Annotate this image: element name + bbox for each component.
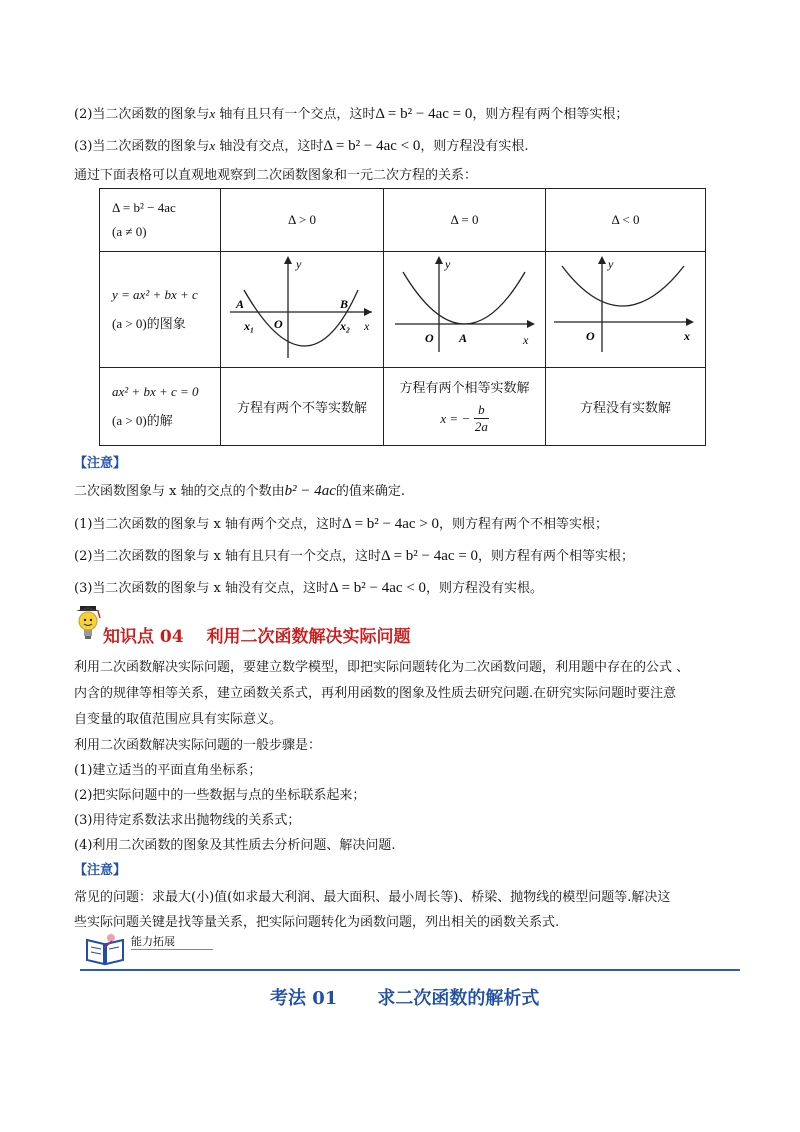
table-cell: Δ = 0 (384, 189, 546, 252)
graph-no-roots (546, 252, 706, 367)
text: 二次函数图象与 x 轴的交点的个数由 (74, 484, 285, 499)
table-header-cell (100, 367, 221, 445)
text: 的值来确定. (335, 484, 406, 499)
paragraph-line: 利用二次函数解决实际问题的一般步骤是： (74, 738, 322, 753)
table-row (100, 252, 706, 367)
formula: Δ = b² − 4ac = 0 (381, 548, 479, 564)
intro-lead: 通过下面表格可以直观地观察到二次函数图象和一元二次方程的关系： (74, 168, 478, 183)
graph-two-roots (221, 252, 384, 367)
step-item: (3)用待定系数法求出抛物线的关系式； (74, 813, 301, 828)
denominator: 2a (474, 419, 488, 435)
table-cell (384, 367, 546, 445)
y-label: y (444, 257, 450, 272)
method-title: 求二次函数的解析式 (377, 988, 540, 1009)
x-var: x (209, 138, 216, 153)
text: (3)当二次函数的图象与 (74, 139, 210, 154)
divider (131, 949, 213, 950)
graph-one-root (384, 252, 546, 367)
method-number: 考法 01 (270, 988, 338, 1009)
note-lead (74, 480, 405, 500)
text: ，则方程有两个相等实根； (478, 549, 635, 564)
root-formula (384, 402, 545, 435)
text: ，则方程没有实根。 (426, 581, 544, 596)
table-cell: 方程没有实数解 (546, 367, 706, 445)
step-item: (4)利用二次函数的图象及其性质去分析问题、解决问题. (74, 838, 396, 853)
intro-line-3 (74, 135, 529, 155)
parabola-graph (385, 252, 545, 362)
root-x2-label: x₂ (340, 319, 351, 334)
text: ax² + bx + c = 0 (112, 383, 199, 399)
parabola-graph (546, 252, 706, 362)
table-cell: 方程有两个不等实数解 (221, 367, 384, 445)
paragraph-line: 些实际问题关键是找等量关系，把实际问题转化为函数问题，列出相关的函数关系式. (74, 915, 560, 930)
table-cell: Δ > 0 (221, 189, 384, 252)
text: 方程有两个相等实数解 (399, 381, 530, 397)
note-line-1 (74, 513, 608, 533)
text: (3)当二次函数的图象与 x 轴没有交点，这时 (74, 581, 330, 596)
numerator: b (474, 402, 489, 419)
note-line-3 (74, 577, 543, 597)
text: ，则方程有两个不相等实根； (439, 517, 609, 532)
text: 的图象 (146, 316, 186, 332)
text: ，则方程有两个相等实根； (472, 107, 629, 122)
paragraph-line: 利用二次函数解决实际问题，要建立数学模型，即把实际问题转化为二次函数问题，利用题中存在的公式 、 (74, 660, 690, 675)
paragraph-line: 常见的问题：求最大(小)值(如求最大利润、最大面积、最小周长等)、桥梁、抛物线的模型问题等.解决这 (74, 890, 671, 905)
table-row (100, 367, 706, 445)
formula: Δ = b² − 4ac < 0 (329, 580, 427, 596)
divider (80, 969, 740, 971)
x-label: x (364, 319, 370, 334)
paragraph-line: 内含的规律等相等关系，建立函数关系式，再利用函数的图象及性质去研究问题.在研究实际问题时要注意 (74, 686, 677, 701)
point-a-label: A (236, 297, 245, 312)
formula: Δ = b² − 4ac > 0 (342, 516, 440, 532)
parabola-graph (222, 252, 382, 362)
y-label: y (296, 257, 302, 272)
root-x1-label: x₁ (244, 319, 255, 334)
paragraph-line: 自变量的取值范围应具有实际意义。 (74, 712, 283, 727)
text: (a > 0) (112, 315, 147, 331)
text: 轴有且只有一个交点，这时 (215, 107, 376, 122)
note-label: 【注意】 (74, 863, 127, 878)
origin-label: O (274, 317, 283, 332)
text: y = ax² + bx + c (112, 286, 198, 302)
text: (a > 0) (112, 412, 147, 428)
table-cell: Δ < 0 (546, 189, 706, 252)
text: (2)当二次函数的图象与 (74, 107, 210, 122)
x-var: x (209, 106, 216, 121)
text: 的解 (146, 413, 173, 429)
table-header-cell (100, 252, 221, 367)
origin-label: O (424, 331, 434, 346)
discriminant-formula: Δ = b² − 4ac < 0 (323, 138, 421, 154)
extension-label: 能力拓展 (131, 935, 175, 948)
x-label: x (522, 333, 528, 348)
text: (1)当二次函数的图象与 x 轴有两个交点，这时 (74, 517, 343, 532)
text: ，则方程没有实根. (420, 139, 529, 154)
text: 轴没有交点，这时 (215, 139, 324, 154)
origin-label: O (586, 329, 595, 344)
text: (2)当二次函数的图象与 x 轴有且只有一个交点，这时 (74, 549, 382, 564)
book-icon (84, 932, 126, 970)
fraction (474, 402, 489, 435)
relationship-table (99, 188, 706, 446)
formula: b² − 4ac (284, 483, 336, 499)
text: (a ≠ 0) (112, 224, 147, 240)
x-label: x (684, 329, 690, 344)
table-row (100, 189, 706, 252)
note-label: 【注意】 (74, 456, 127, 471)
y-label: y (608, 257, 614, 272)
step-item: (2)把实际问题中的一些数据与点的坐标联系起来； (74, 788, 366, 803)
note-line-2 (74, 545, 634, 565)
text: Δ = b² − 4ac (112, 200, 176, 216)
intro-line-2 (74, 103, 628, 123)
text: x = − (440, 410, 471, 426)
section-title: 知识点 04 利用二次函数解决实际问题 (103, 627, 411, 647)
step-item: (1)建立适当的平面直角坐标系； (74, 763, 262, 778)
lightbulb-icon (74, 604, 102, 646)
point-b-label: B (340, 297, 349, 312)
table-header-cell (100, 189, 221, 252)
discriminant-formula: Δ = b² − 4ac = 0 (375, 106, 473, 122)
point-a-label: A (458, 331, 467, 346)
method-heading (270, 984, 539, 1010)
